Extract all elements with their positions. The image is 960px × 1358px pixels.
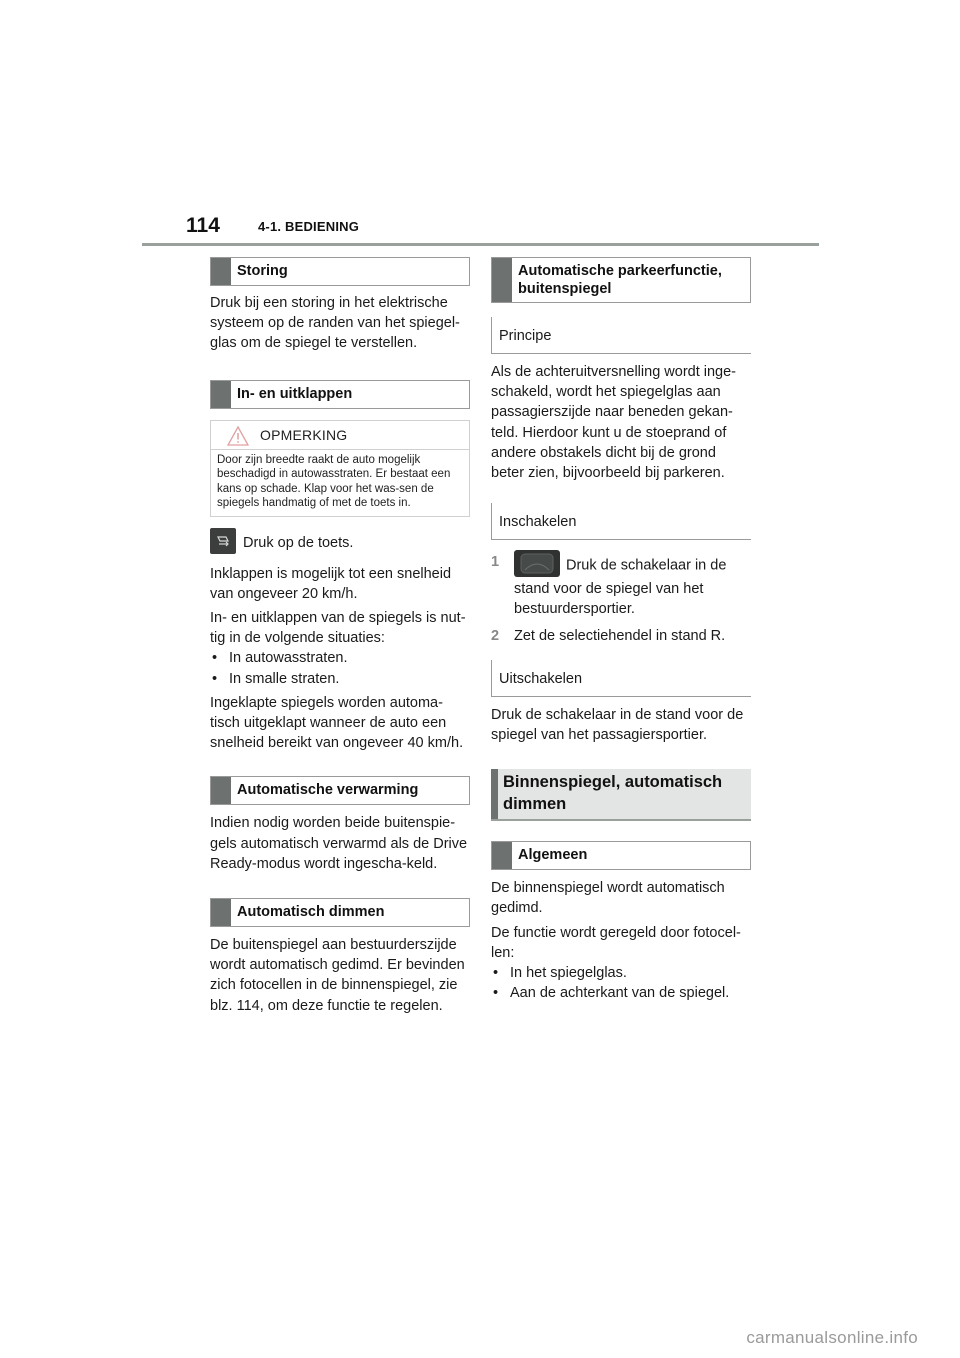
note-title: OPMERKING (260, 426, 348, 443)
inner-p1: De binnenspiegel wordt automatisch gedimd. (491, 880, 725, 917)
heading-inner-mirror: Binnenspiegel, automatisch dimmen (491, 769, 751, 821)
left-column (210, 257, 470, 1016)
subheading-on: Inschakelen (491, 503, 751, 540)
inner-p2: De functie wordt geregeld door fotocel-len: (491, 924, 741, 961)
storing-text: Druk bij een storing in het elektrische systeem op de randen van het spiegel-glas om de spiegel te verstellen. (210, 295, 460, 352)
page-number: 114 (186, 214, 220, 237)
step-1-text: Druk de schakelaar in de stand voor de spiegel van het bestuurdersportier. (514, 557, 727, 618)
heading-dimming: Automatisch dimmen (210, 898, 470, 927)
list-item: • In het spiegelglas. (491, 963, 751, 983)
heating-text: Indien nodig worden beide buitenspie-gels automatisch verwarmd als de Drive Ready-modus wordt ingescha-keld. (210, 815, 468, 872)
subheading-off: Uitschakelen (491, 660, 751, 697)
chapter-title: 4-1. BEDIENING (258, 219, 360, 234)
step-2 (491, 626, 751, 646)
heading-general: Algemeen (491, 841, 751, 870)
heading-fold: In- en uitklappen (210, 380, 470, 409)
note-text: Door zijn breedte raakt de auto mogelijk beschadigd in autowasstraten. Er bestaat een kans op schade. Klap voor het was-sen de spiegels handmatig of met de toets in. (217, 453, 451, 510)
warning-icon (227, 426, 249, 446)
header-rule (142, 243, 819, 246)
list-item: • In smalle straten. (210, 669, 470, 689)
step-2-text: Zet de selectiehendel in stand R. (514, 627, 726, 644)
watermark: carmanualsonline.info (746, 1328, 918, 1347)
fold-p2: In- en uitklappen van de spiegels is nut-tig in de volgende situaties: (210, 610, 466, 647)
fold-p1: Inklappen is mogelijk tot een snelheid van ongeveer 20 km/h. (210, 565, 452, 602)
step-1 (491, 552, 751, 619)
principle-text: Als de achteruitversnelling wordt inge-schakeld, wordt het spiegelglas aan passagierszijde naar beneden gekan-teld. Hierdoor kunt u de stoeprand of andere obstakels dicht bij de grond beter zien, bijvoorbeeld bij parkeren. (491, 364, 737, 482)
step-number: 1 (491, 554, 500, 571)
fold-button-text: Druk op de toets. (243, 534, 354, 551)
mirror-fold-button-icon (210, 528, 236, 554)
dimming-text: De buitenspiegel aan bestuurderszijde wordt automatisch gedimd. Er bevinden zich fotocellen in de binnenspiegel, zie blz. 114, om deze functie te regelen. (210, 937, 465, 1014)
subheading-principle: Principe (491, 317, 751, 354)
mirror-switch-icon (514, 550, 560, 577)
note-box (210, 420, 470, 517)
right-column (491, 257, 751, 1003)
off-text: Druk de schakelaar in de stand voor de spiegel van het passagiersportier. (491, 706, 744, 744)
heading-storing: Storing (210, 257, 470, 286)
list-item: • In autowasstraten. (210, 648, 470, 668)
list-item: • Aan de achterkant van de spiegel. (491, 983, 751, 1003)
fold-button-line (210, 530, 470, 556)
heading-heating: Automatische verwarming (210, 776, 470, 805)
fold-p3: Ingeklapte spiegels worden automa-tisch uitgeklapt wanneer de auto een snelheid bereikt van ongeveer 40 km/h. (210, 694, 464, 752)
step-number: 2 (491, 627, 500, 644)
heading-parking: Automatische parkeerfunctie, buitenspiegel (491, 257, 751, 303)
